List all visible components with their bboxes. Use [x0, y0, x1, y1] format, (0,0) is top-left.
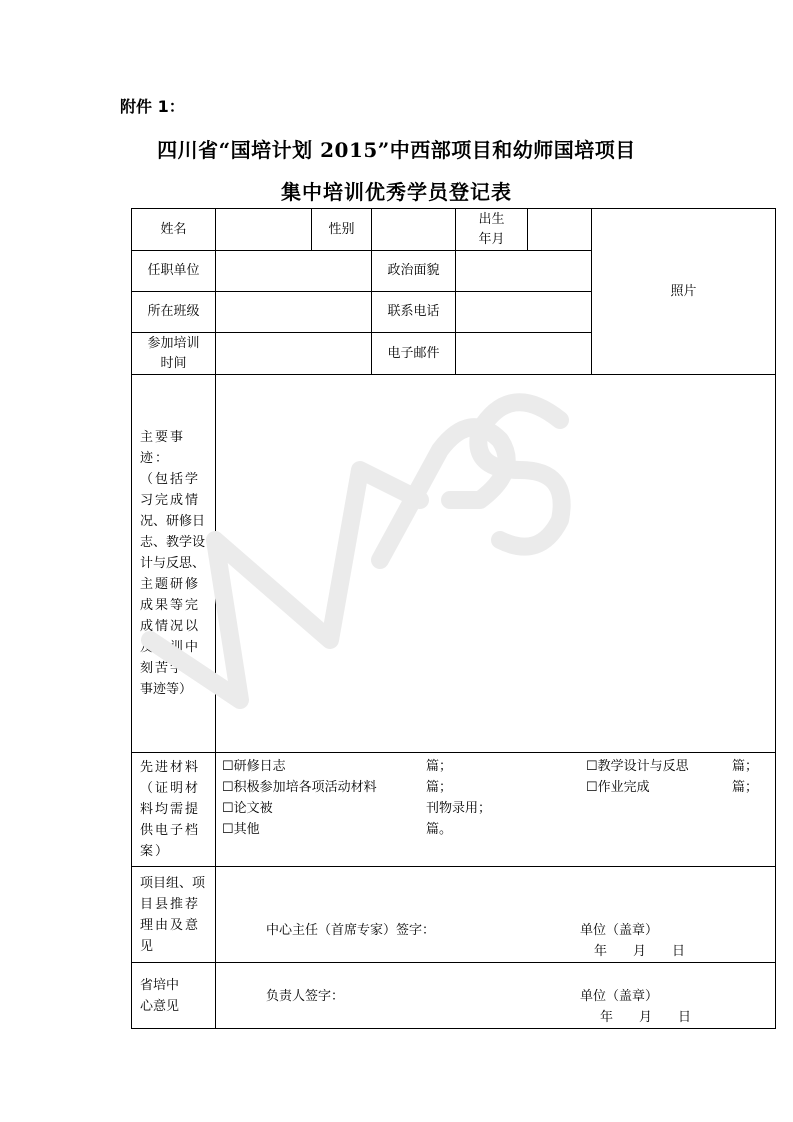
deeds-label: [132, 375, 216, 753]
recommend-signature-label: 中心主任（首席专家）签字：: [266, 923, 436, 938]
other-unit: 篇。: [426, 822, 453, 837]
training-time-line2: 时间: [160, 355, 187, 371]
recommend-label: [132, 867, 216, 963]
province-signature-label: 负责人签字：: [266, 989, 345, 1004]
deeds-label-line: （包括学: [140, 472, 201, 487]
homework-unit: 篇；: [732, 780, 759, 795]
checkbox-homework[interactable]: ☐作业完成: [586, 780, 650, 795]
phone-label: 联系电话: [372, 292, 456, 333]
recommend-label-line: 见: [140, 938, 156, 954]
checkbox-other[interactable]: ☐其他: [222, 822, 260, 837]
deeds-label-line: 主题研修: [140, 577, 201, 592]
gender-label: 性别: [312, 209, 372, 251]
birth-label: [456, 209, 528, 251]
document-title: 四川省“国培计划 2015”中西部项目和幼师国培项目: [157, 138, 636, 162]
deeds-label-line: 刻苦学习: [140, 661, 201, 676]
attachment-label: 附件 1：: [120, 97, 185, 116]
checkbox-teaching-design[interactable]: ☐教学设计与反思: [586, 759, 689, 774]
province-label-line: 省培中: [140, 977, 180, 993]
recommend-label-line: 理由及意: [140, 917, 201, 933]
deeds-label-line: 及培训中: [140, 640, 201, 655]
training-time-line1: 参加培训: [147, 335, 200, 351]
unit-label: 任职单位: [132, 251, 216, 292]
materials-label-line: 供电子档: [140, 823, 201, 838]
phone-field[interactable]: [456, 292, 592, 333]
checkbox-activities[interactable]: ☐积极参加培各项活动材料: [222, 780, 377, 795]
name-label: 姓名: [132, 209, 216, 251]
birth-label-line1: 出生: [478, 211, 505, 227]
email-label: 电子邮件: [372, 333, 456, 375]
materials-label-line: 案）: [140, 844, 171, 859]
recommend-label-line: 目县推荐: [140, 896, 201, 912]
teaching-design-unit: 篇；: [732, 759, 759, 774]
registration-form-table: [131, 208, 776, 1029]
province-field[interactable]: [216, 963, 776, 1029]
political-label: 政治面貌: [372, 251, 456, 292]
deeds-label-line: 成果等完: [140, 598, 201, 613]
email-field[interactable]: [456, 333, 592, 375]
name-field[interactable]: [216, 209, 312, 251]
deeds-label-line: 主要事迹：: [140, 430, 186, 466]
birth-label-line2: 年月: [478, 231, 505, 247]
birth-field[interactable]: [528, 209, 592, 251]
deeds-label-line: 成情况以: [140, 619, 201, 634]
recommend-label-line: 项目组、项: [140, 875, 206, 891]
deeds-label-line: 习完成情: [140, 493, 201, 508]
class-label: 所在班级: [132, 292, 216, 333]
deeds-label-line: 事迹等）: [140, 682, 193, 697]
materials-label-line: 先进材料: [140, 760, 201, 775]
deeds-label-line: 况、研修日: [140, 514, 206, 529]
materials-label: [132, 753, 216, 867]
province-label-line: 心意见: [140, 998, 180, 1014]
deeds-label-line: 志、教学设: [140, 535, 206, 550]
materials-label-line: （证明材: [140, 781, 201, 796]
activities-unit: 篇；: [426, 780, 453, 795]
materials-label-line: 料均需提: [140, 802, 201, 817]
checkbox-paper[interactable]: ☐论文被: [222, 801, 273, 816]
recommend-seal-label: 单位（盖章）: [580, 923, 659, 938]
deeds-label-line: 计与反思、: [140, 556, 206, 571]
recommend-date: 年 月 日: [594, 944, 686, 959]
paper-journal: 刊物录用；: [426, 801, 492, 816]
unit-field[interactable]: [216, 251, 372, 292]
recommend-field[interactable]: [216, 867, 776, 963]
gender-field[interactable]: [372, 209, 456, 251]
checkbox-research-diary[interactable]: ☐研修日志: [222, 759, 286, 774]
province-seal-label: 单位（盖章）: [580, 989, 659, 1004]
province-label: [132, 963, 216, 1029]
deeds-field[interactable]: [216, 375, 776, 753]
photo-box[interactable]: [592, 209, 776, 375]
diary-unit: 篇；: [426, 759, 453, 774]
political-field[interactable]: [456, 251, 592, 292]
materials-field: [216, 753, 776, 867]
document-subtitle: 集中培训优秀学员登记表: [281, 180, 512, 204]
training-time-field[interactable]: [216, 333, 372, 375]
training-time-label: [132, 333, 216, 375]
photo-label: 照片: [670, 283, 697, 299]
province-date: 年 月 日: [600, 1010, 692, 1025]
class-field[interactable]: [216, 292, 372, 333]
